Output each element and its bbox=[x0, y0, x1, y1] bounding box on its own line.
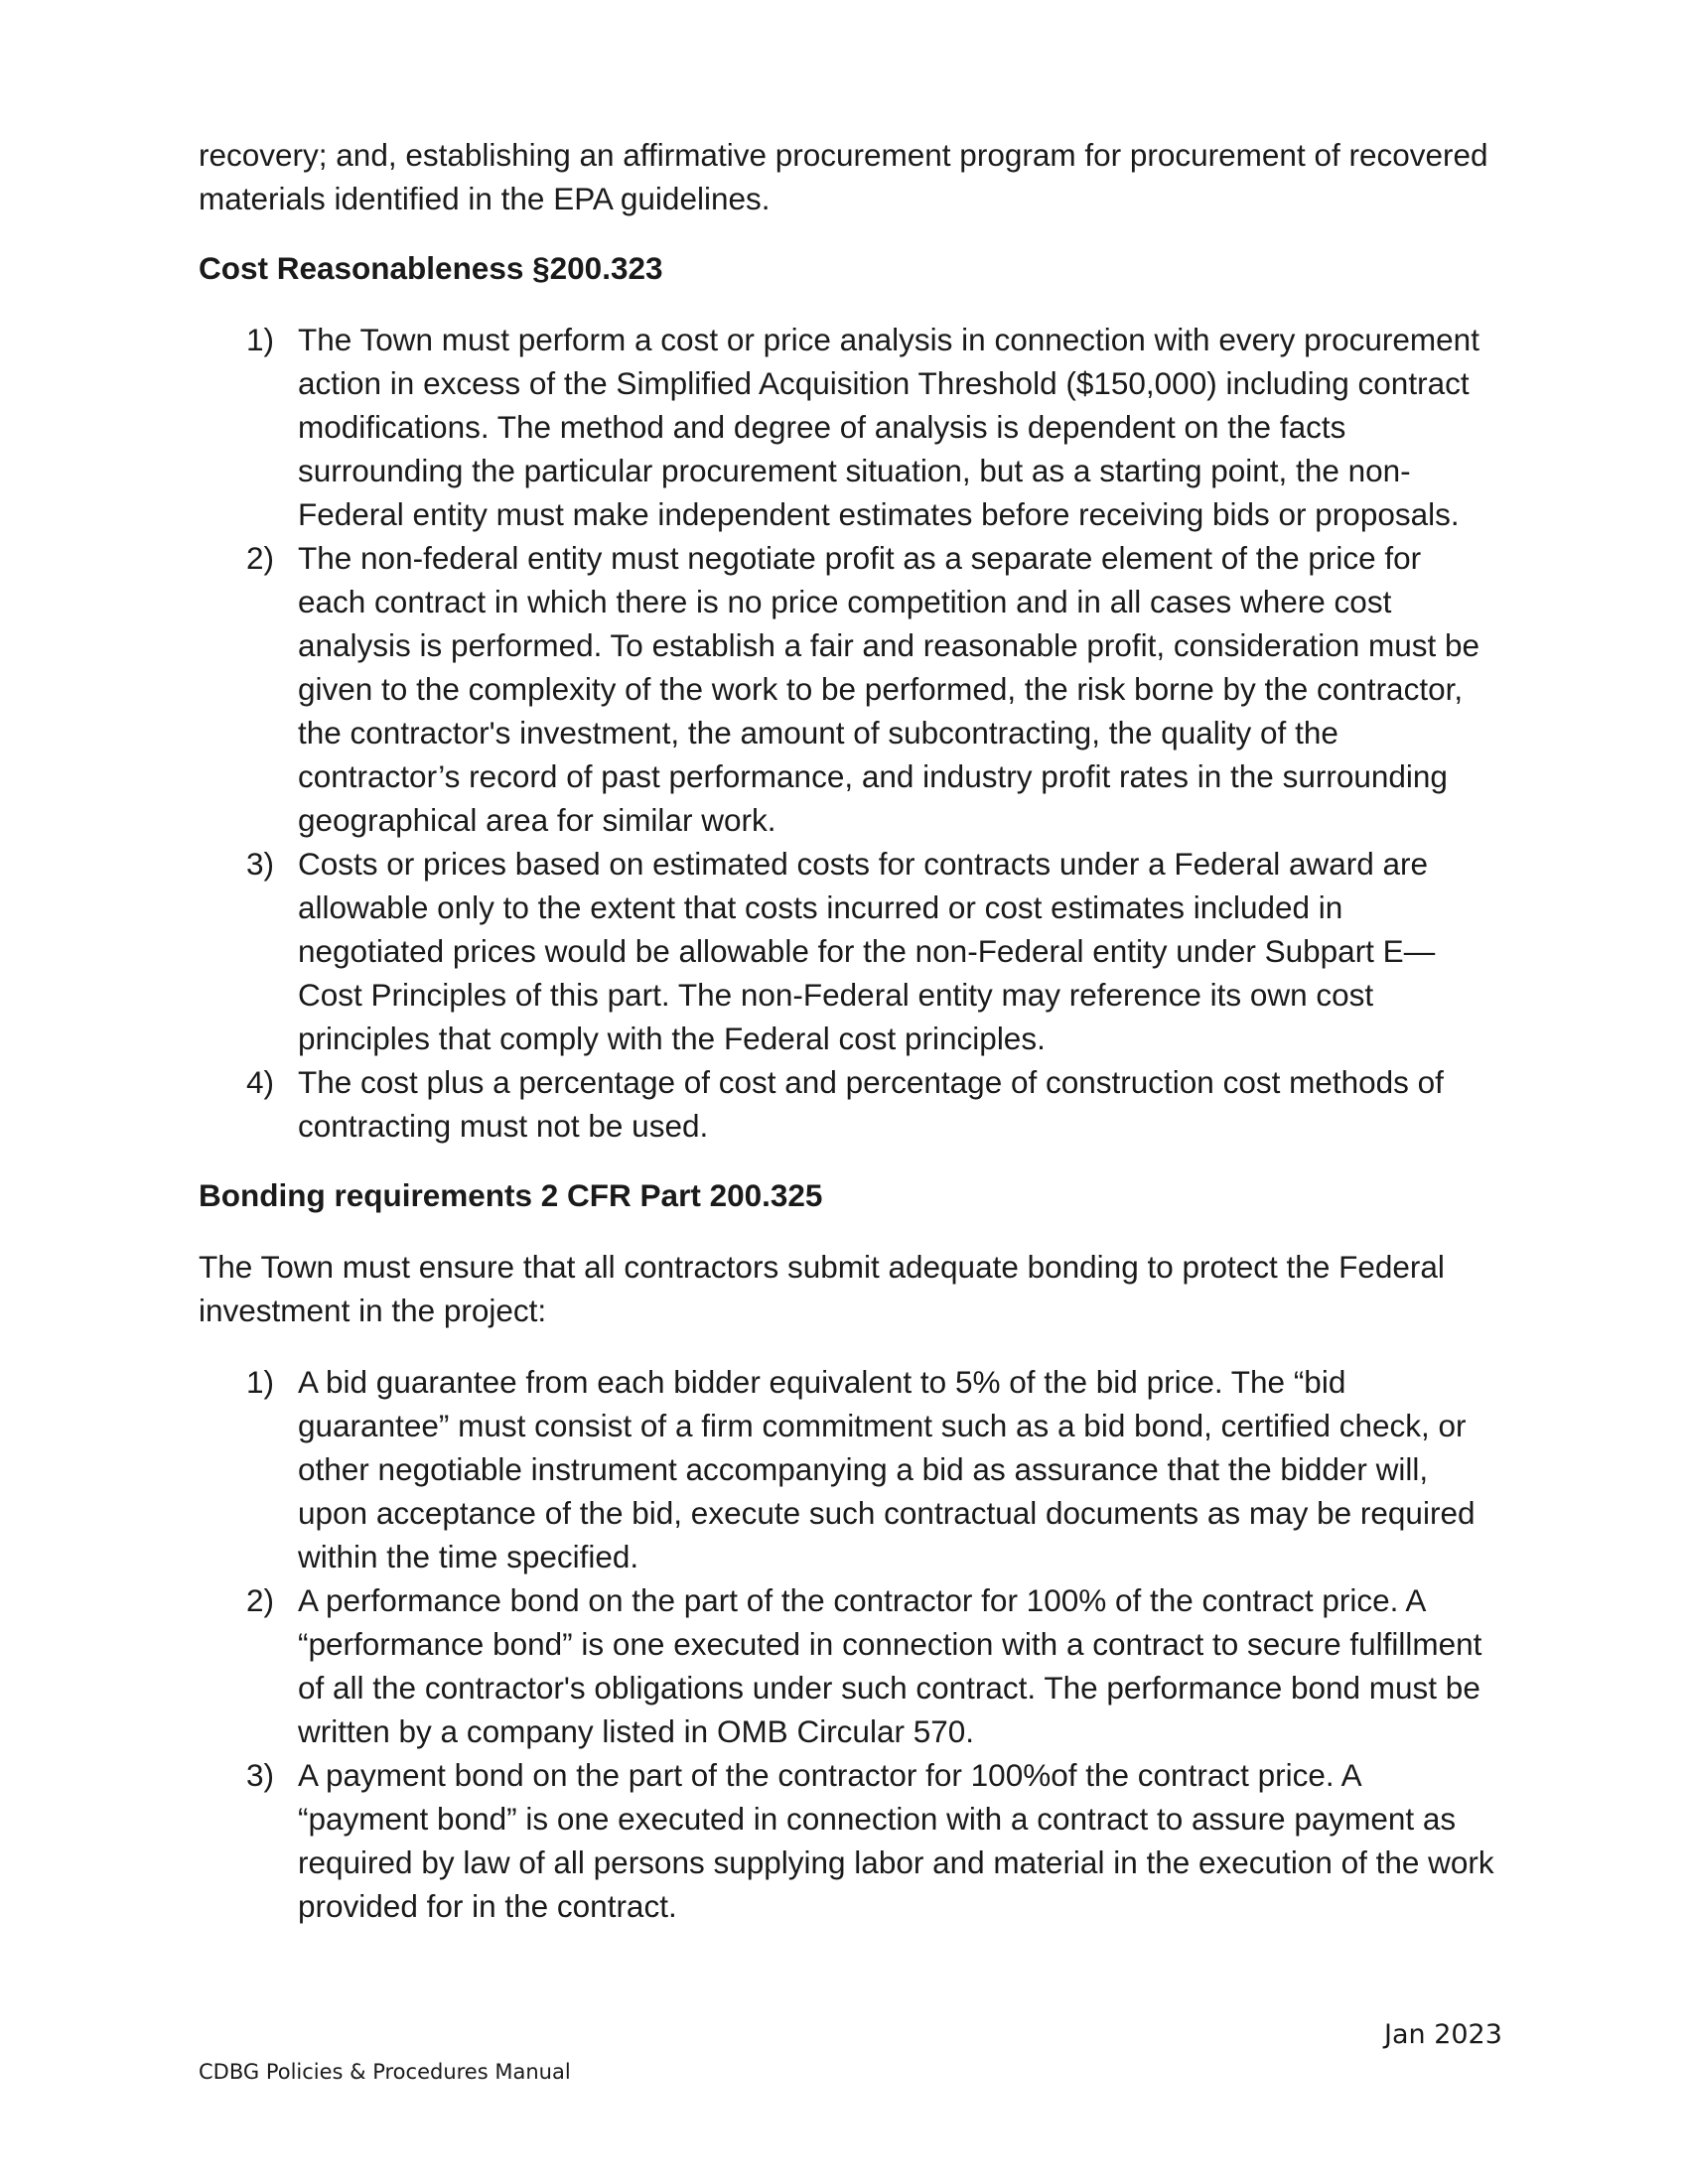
list-item-text: A bid guarantee from each bidder equivalent to 5% of the bid price. The “bid guarantee” must consist of a firm commitment such as a bid bond, certified check, or other negotiable instrument accompanying a bid as assurance that the bidder will, upon acceptance of the bid, execute such contractual documents as may be required within the time specified. bbox=[298, 1364, 1476, 1574]
list-item bbox=[199, 842, 1494, 1060]
list-number: 1) bbox=[246, 322, 275, 357]
document-body bbox=[199, 133, 1494, 1928]
list-item-text: The Town must perform a cost or price analysis in connection with every procurement action in excess of the Simplified Acquisition Threshold ($150,000) including contract modifications. The method and degree of analysis is dependent on the facts surrounding the particular procurement situation, but as a starting point, the non-Federal entity must make independent estimates before receiving bids or proposals. bbox=[298, 322, 1479, 532]
list-item bbox=[199, 1360, 1494, 1578]
bonding-requirements-list bbox=[199, 1360, 1494, 1928]
footer-date: Jan 2023 bbox=[1384, 2019, 1502, 2050]
list-item bbox=[199, 1060, 1494, 1148]
list-number: 3) bbox=[246, 1757, 275, 1793]
cost-reasonableness-list bbox=[199, 318, 1494, 1148]
list-number: 2) bbox=[246, 540, 275, 576]
bonding-requirements-heading: Bonding requirements 2 CFR Part 200.325 bbox=[199, 1177, 823, 1213]
list-item bbox=[199, 1578, 1494, 1753]
list-item-text: The cost plus a percentage of cost and percentage of construction cost methods of contracting must not be used. bbox=[298, 1064, 1444, 1144]
list-item bbox=[199, 318, 1494, 536]
cost-reasonableness-heading: Cost Reasonableness §200.323 bbox=[199, 250, 663, 286]
list-number: 2) bbox=[246, 1582, 275, 1618]
list-item-text: A performance bond on the part of the contractor for 100% of the contract price. A “performance bond” is one executed in connection with a contract to secure fulfillment of all the contractor's obligations under such contract. The performance bond must be written by a company listed in OMB Circular 570. bbox=[298, 1582, 1482, 1749]
list-item bbox=[199, 536, 1494, 842]
list-number: 4) bbox=[246, 1064, 275, 1100]
list-item bbox=[199, 1753, 1494, 1928]
bonding-intro-paragraph: The Town must ensure that all contractors submit adequate bonding to protect the Federal investment in the project: bbox=[199, 1249, 1445, 1328]
list-number: 1) bbox=[246, 1364, 275, 1400]
list-item-text: Costs or prices based on estimated costs for contracts under a Federal award are allowable only to the extent that costs incurred or cost estimates included in negotiated prices would be allowable for the non-Federal entity under Subpart E—Cost Principles of this part. The non-Federal entity may reference its own cost principles that comply with the Federal cost principles. bbox=[298, 846, 1436, 1056]
list-item-text: A payment bond on the part of the contractor for 100%of the contract price. A “payment bond” is one executed in connection with a contract to assure payment as required by law of all persons supplying labor and material in the execution of the work provided for in the contract. bbox=[298, 1757, 1494, 1924]
list-number: 3) bbox=[246, 846, 275, 882]
intro-paragraph: recovery; and, establishing an affirmative procurement program for procurement of recovered materials identified in the EPA guidelines. bbox=[199, 137, 1488, 216]
list-item-text: The non-federal entity must negotiate profit as a separate element of the price for each contract in which there is no price competition and in all cases where cost analysis is performed. To establish a fair and reasonable profit, consideration must be given to the complexity of the work to be performed, the risk borne by the contractor, the contractor's investment, the amount of subcontracting, the quality of the contractor’s record of past performance, and industry profit rates in the surrounding geographical area for similar work. bbox=[298, 540, 1480, 838]
footer-document-title: CDBG Policies & Procedures Manual bbox=[199, 2060, 571, 2084]
